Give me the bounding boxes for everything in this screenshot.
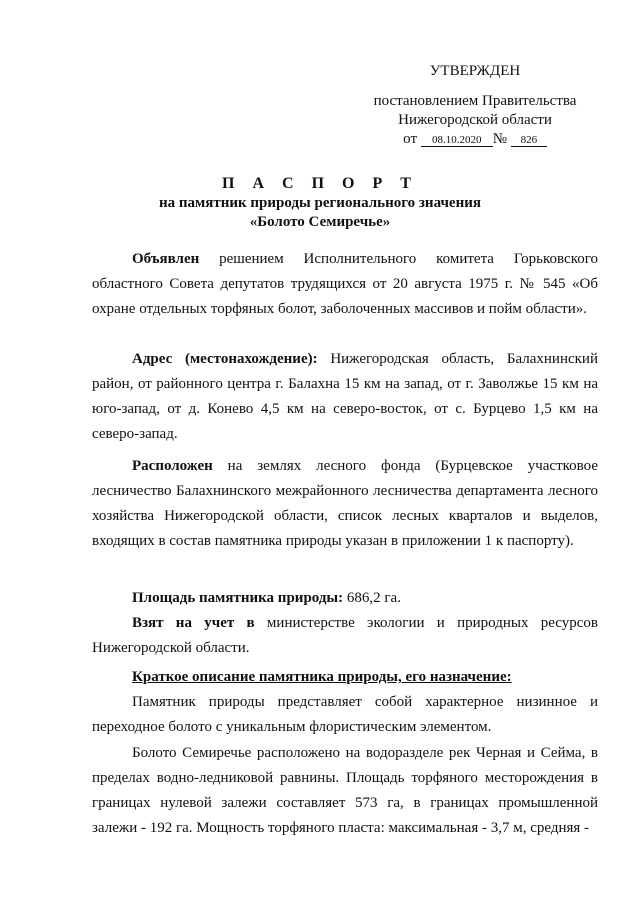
approval-line-2: Нижегородской области	[398, 112, 552, 128]
paragraph-registered	[92, 611, 598, 661]
approval-number: 826	[511, 134, 547, 147]
approval-number-label: №	[492, 131, 508, 147]
passport-subtitle: на памятник природы регионального значения	[159, 195, 481, 211]
address-label: Адрес (местонахождение):	[132, 351, 318, 367]
passport-heading	[40, 174, 600, 232]
registered-text: министерстве экологии и природных ресурсов Нижегородской области.	[92, 615, 599, 656]
short-description-heading	[92, 665, 598, 690]
located-text: на землях лесного фонда (Бурцевское участковое лесничество Балахнинского межрайонного лесничества департамента лесного хозяйства Нижегородской области, список лесных кварталов и выделов, входящих в состав памятника природы указан в приложении 1 к паспорту).	[92, 458, 598, 549]
area-label: Площадь памятника природы:	[132, 590, 344, 606]
paragraph-declared	[92, 247, 598, 322]
paragraph-area	[92, 586, 598, 611]
passport-title: П А С П О Р Т	[222, 175, 418, 192]
address-text: Нижегородская область, Балахнинский район, от районного центра г. Балахна 15 км на запад, от г. Заволжье 15 км на юго-запад, от д. Конево 4,5 км на северо-восток, от с. Бурцево 1,5 км на северо-запад.	[92, 351, 598, 442]
declared-label: Объявлен	[132, 251, 200, 267]
located-label: Расположен	[132, 458, 213, 474]
approval-date-line	[360, 130, 590, 149]
short-description-heading-text: Краткое описание памятника природы, его назначение:	[132, 669, 512, 685]
paragraph-located	[92, 454, 598, 554]
passport-object-name: «Болото Семиречье»	[249, 214, 391, 230]
approval-line-1: постановлением Правительства	[373, 93, 577, 109]
approval-date: 08.10.2020	[421, 134, 493, 147]
approval-title: УТВЕРЖДЕН	[429, 63, 521, 79]
declared-text: решением Исполнительного комитета Горьковского областного Совета депутатов трудящихся от 20 августа 1975 г. № 545 «Об охране отдельных торфяных болот, заболоченных массивов и пойм области».	[92, 251, 598, 317]
area-text: 686,2 га.	[343, 590, 401, 606]
registered-label: Взят на учет в	[132, 615, 255, 631]
approval-from-label: от	[403, 131, 418, 147]
paragraph-description-2: Болото Семиречье расположено на водоразделе рек Черная и Сейма, в пределах водно-ледниковой равнины. Площадь торфяного месторождения в границах нулевой залежи составляет 573 га, в границах промышленной залежи - 192 га. Мощность торфяного пласта: максимальная - 3,7 м, средняя -	[92, 745, 598, 836]
paragraph-description-1: Памятник природы представляет собой характерное низинное и переходное болото с уникальным флористическим элементом.	[92, 694, 598, 735]
paragraph-address	[92, 347, 598, 447]
